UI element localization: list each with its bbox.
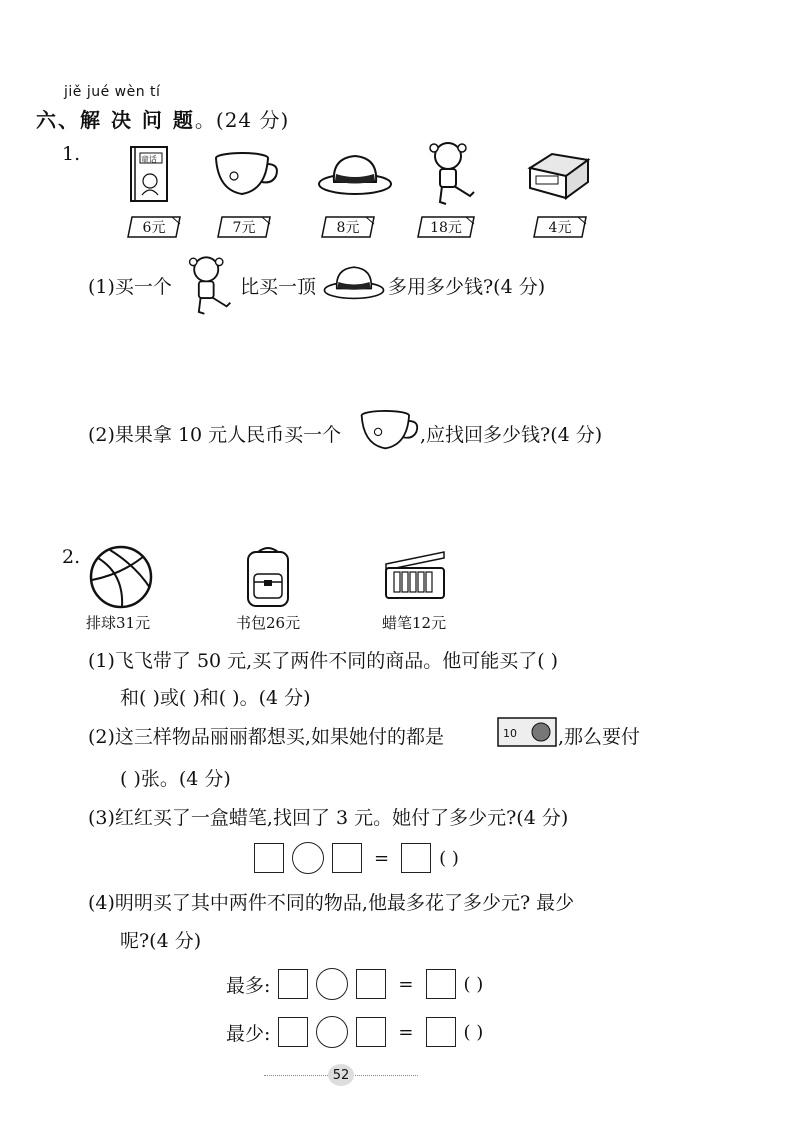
min-label: 最少: (226, 1022, 271, 1045)
answer-box[interactable] (278, 969, 308, 999)
volleyball-icon (88, 544, 154, 610)
doll-icon (424, 140, 478, 208)
crayon-box-icon (382, 548, 448, 602)
volleyball-label: 排球31元 (86, 614, 151, 632)
q2-sub4-max-equation (226, 968, 483, 1000)
q2-number: 2. (62, 546, 81, 568)
backpack-label: 书包26元 (236, 614, 301, 632)
price-tag-box (532, 216, 588, 238)
answer-box[interactable] (401, 843, 431, 873)
price-hat: 8元 (336, 220, 360, 236)
answer-box[interactable] (426, 969, 456, 999)
price-book: 6元 (142, 220, 166, 236)
doll-icon (184, 254, 234, 318)
price-box: 4元 (548, 220, 572, 236)
crayon-label: 蜡笔12元 (382, 614, 447, 632)
unit-blank[interactable]: ( ) (463, 973, 484, 995)
q1-sub1-prefix: (1)买一个 (88, 276, 172, 298)
operator-circle[interactable] (316, 1016, 348, 1048)
q1-number: 1. (62, 143, 81, 165)
ten-yuan-note-icon (497, 717, 557, 747)
operator-circle[interactable] (292, 842, 324, 874)
section-title-text: 六、解 决 问 题 (36, 108, 195, 132)
answer-box[interactable] (426, 1017, 456, 1047)
q2-sub2-line2: ( )张。(4 分) (120, 768, 231, 790)
price-tag-hat (320, 216, 376, 238)
price-doll: 18元 (430, 220, 462, 236)
q2-sub1-line2: 和( )或( )和( )。(4 分) (120, 687, 311, 709)
answer-box[interactable] (332, 843, 362, 873)
hat-icon (316, 150, 394, 198)
q2-sub3-equation (254, 842, 459, 874)
svg-text:10: 10 (503, 727, 517, 740)
equals-sign: = (374, 847, 390, 869)
q1-sub1-middle: 比买一顶 (240, 276, 317, 298)
q1-sub2-prefix: (2)果果拿 10 元人民币买一个 (88, 424, 342, 446)
q2-sub3: (3)红红买了一盒蜡笔,找回了 3 元。她付了多少元?(4 分) (88, 807, 569, 829)
max-label: 最多: (226, 974, 271, 997)
q2-sub4-min-equation (226, 1016, 483, 1048)
equals-sign: = (398, 1021, 414, 1043)
unit-blank[interactable]: ( ) (439, 847, 459, 869)
answer-box[interactable] (356, 969, 386, 999)
book-cover-text: 童话 (141, 155, 157, 164)
price-tag-cup (216, 216, 272, 238)
q2-sub2-prefix: (2)这三样物品丽丽都想买,如果她付的都是 (88, 726, 444, 748)
box-icon (526, 146, 592, 202)
section-pinyin: jiě jué wèn tí (64, 84, 161, 100)
q2-sub2-suffix: ,那么要付 (558, 726, 641, 748)
cup-icon (212, 150, 280, 200)
cup-icon (358, 408, 420, 454)
equals-sign: = (398, 973, 414, 995)
q2-sub4-line2: 呢?(4 分) (120, 930, 202, 952)
answer-box[interactable] (356, 1017, 386, 1047)
page-number: 52 (328, 1064, 354, 1086)
price-tag-book (126, 216, 182, 238)
operator-circle[interactable] (316, 968, 348, 1000)
q1-sub2-suffix: ,应找回多少钱?(4 分) (420, 424, 603, 446)
section-title (36, 104, 289, 133)
price-tag-doll (416, 216, 476, 238)
section-score: 。(24 分) (194, 108, 290, 132)
unit-blank[interactable]: ( ) (463, 1021, 484, 1043)
price-cup: 7元 (232, 220, 256, 236)
answer-box[interactable] (254, 843, 284, 873)
q2-sub4-line1: (4)明明买了其中两件不同的物品,他最多花了多少元? 最少 (88, 892, 575, 914)
q1-sub1-suffix: 多用多少钱?(4 分) (388, 276, 546, 298)
answer-box[interactable] (278, 1017, 308, 1047)
backpack-icon (236, 544, 300, 610)
hat-icon (322, 262, 386, 302)
q2-sub1-line1: (1)飞飞带了 50 元,买了两件不同的商品。他可能买了( ) (88, 650, 559, 672)
